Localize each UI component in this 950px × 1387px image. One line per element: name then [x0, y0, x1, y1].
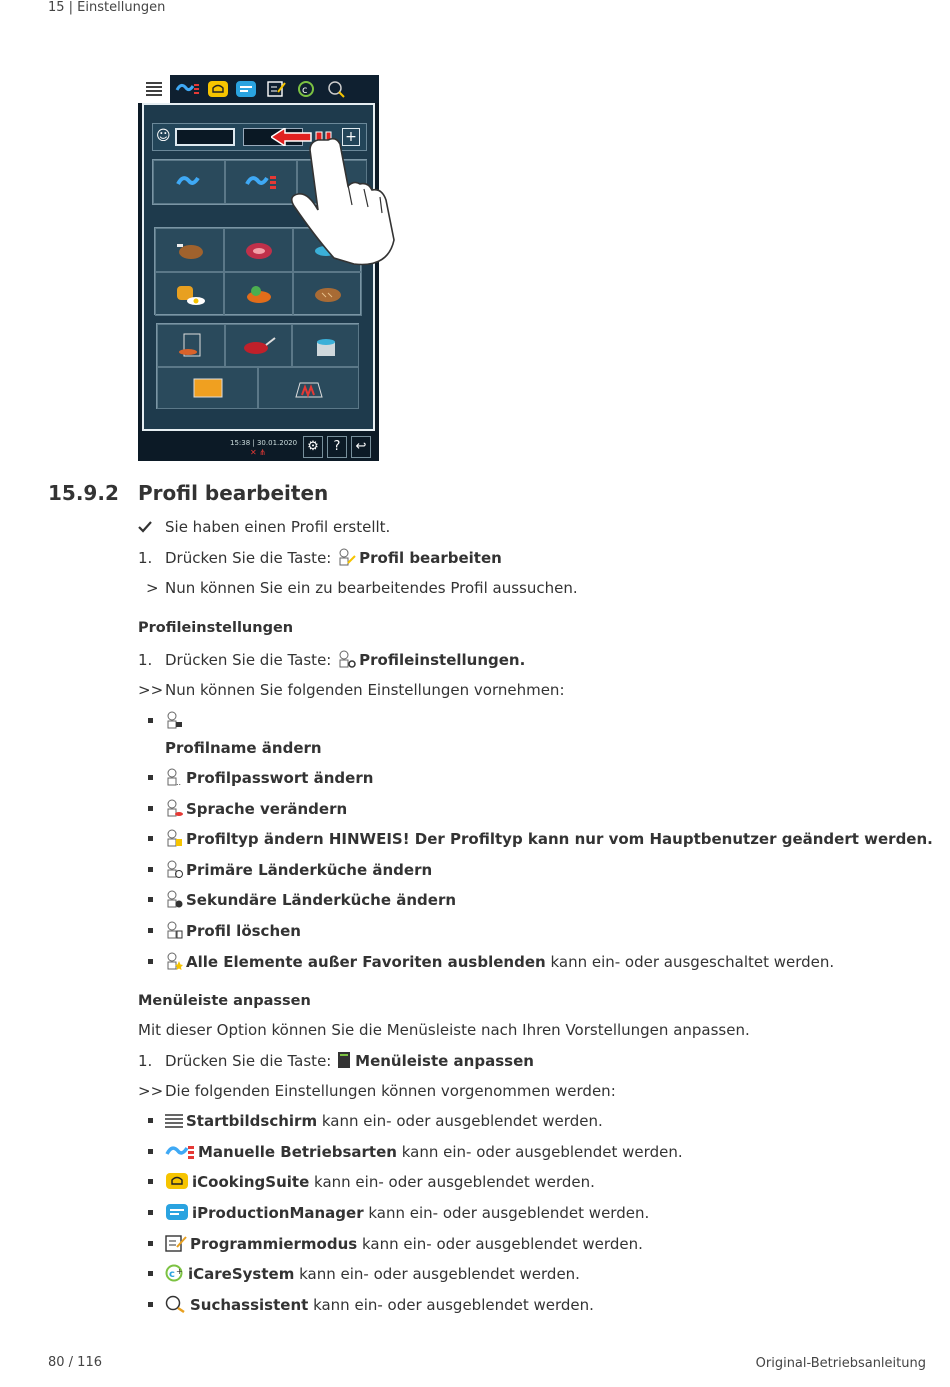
item-label: Manuelle Betriebsarten — [198, 1143, 397, 1161]
step-text: Drücken Sie die Taste: — [165, 651, 332, 669]
intro-text: Mit dieser Option können Sie die Menüsleiste nach Ihren Vorstellungen anpassen. — [138, 1021, 750, 1039]
bullet — [148, 1302, 153, 1307]
functions-grid — [156, 323, 359, 409]
device-tab-bar — [138, 75, 379, 103]
icaresystem-icon — [165, 1264, 185, 1287]
profile-settings-icon — [336, 650, 356, 673]
result-marker: > — [146, 579, 159, 597]
programming-mode-icon — [165, 1234, 187, 1257]
item-label: Sprache verändern — [186, 800, 348, 818]
bullet — [148, 1118, 153, 1123]
section-title: Profil bearbeiten — [138, 481, 329, 505]
menu-bar-intro — [138, 1020, 750, 1040]
favorites-only-icon — [165, 952, 183, 975]
bullet — [148, 775, 153, 780]
item-description: kann ein- oder ausgeschaltet werden. — [545, 953, 835, 971]
bullet — [148, 806, 153, 811]
iproductionmanager-tab-icon — [232, 77, 260, 101]
svg-text:c: c — [302, 85, 308, 96]
bakery-icon[interactable] — [293, 272, 362, 316]
language-icon — [165, 799, 183, 822]
svg-text:..: .. — [176, 778, 182, 786]
icaresystem-tab-icon — [292, 77, 322, 101]
home-screen-icon — [165, 1113, 183, 1134]
document-title: Original-Betriebsanleitung — [755, 1356, 926, 1371]
bullet — [148, 718, 153, 723]
meat-icon[interactable] — [224, 228, 293, 272]
svg-text:+: + — [176, 1267, 183, 1276]
icookingsuite-icon — [165, 1172, 189, 1195]
step-number: 1. — [138, 549, 153, 567]
item-label: iCareSystem — [188, 1265, 295, 1283]
manual-modes-icon — [165, 1144, 195, 1165]
search-assistant-icon — [165, 1295, 187, 1318]
profile-slot-active[interactable] — [175, 128, 235, 146]
bullet — [148, 959, 153, 964]
item-description: kann ein- oder ausgeblendet werden. — [308, 1296, 594, 1314]
profile-settings-heading: Profileinstellungen — [138, 620, 294, 636]
menu-bar-customize-icon — [336, 1051, 352, 1074]
rename-profile-icon — [165, 711, 183, 734]
step-number: 1. — [138, 1052, 153, 1070]
item-label: Profilpasswort ändern — [186, 769, 374, 787]
bullet — [148, 928, 153, 933]
item-label: Profil löschen — [186, 922, 301, 940]
page-header: 15 | Einstellungen — [48, 0, 166, 15]
device-clock: 15:38 | 30.01.2020 — [230, 439, 298, 447]
back-button[interactable]: ↩ — [351, 436, 371, 458]
menu-bar-heading: Menüleiste anpassen — [138, 993, 311, 1009]
step-number: 1. — [138, 651, 153, 669]
item-description: kann ein- oder ausgeblendet werden. — [294, 1265, 580, 1283]
checkmark-icon — [138, 517, 164, 539]
bullet — [148, 1271, 153, 1276]
egg-dishes-icon[interactable] — [155, 272, 224, 316]
item-description: kann ein- oder ausgeblendet werden. — [396, 1143, 683, 1161]
settings-button[interactable]: ⚙ — [303, 436, 323, 458]
step-text: Drücken Sie die Taste: — [165, 549, 332, 567]
home-screen-tab-icon — [138, 75, 170, 103]
result-text: Nun können Sie folgenden Einstellungen vornehmen: — [165, 681, 565, 699]
item-label: Suchassistent — [190, 1296, 309, 1314]
item-label: iCookingSuite — [192, 1173, 310, 1191]
item-label: Sekundäre Länderküche ändern — [186, 891, 457, 909]
chef-profile-icon: ☺ — [156, 128, 171, 144]
result-text: Nun können Sie ein zu bearbeitendes Profil aussuchen. — [165, 579, 578, 597]
search-assistant-tab-icon — [322, 77, 352, 101]
tray-icon[interactable] — [157, 367, 258, 409]
item-label: iProductionManager — [192, 1204, 364, 1222]
page-number: 80 / 116 — [48, 1355, 102, 1370]
icookingsuite-tab-icon — [204, 77, 232, 101]
result-marker: >> — [138, 1082, 164, 1100]
bullet — [148, 867, 153, 872]
side-dishes-icon[interactable] — [224, 272, 293, 316]
bullet — [148, 897, 153, 902]
step-key-label: Profileinstellungen. — [359, 651, 526, 669]
svg-text:c: c — [169, 1269, 175, 1280]
help-button[interactable]: ? — [327, 436, 347, 458]
device-screenshot — [138, 75, 379, 461]
profile-type-icon — [165, 829, 183, 852]
bullet — [148, 1210, 153, 1215]
step-key-label: Profil bearbeiten — [359, 549, 502, 567]
steam-mode-button[interactable] — [153, 160, 225, 204]
hand-gesture-icon — [286, 135, 398, 267]
section-number: 15.9.2 — [48, 481, 119, 505]
item-description: kann ein- oder ausgeblendet werden. — [363, 1204, 650, 1222]
finishing-icon[interactable] — [157, 324, 225, 367]
item-description: kann ein- oder ausgeblendet werden. — [357, 1235, 643, 1253]
bullet — [148, 1149, 153, 1154]
bullet — [148, 836, 153, 841]
bullet — [148, 1179, 153, 1184]
precondition-text: Sie haben einen Profil erstellt. — [165, 518, 391, 536]
result-text: Die folgenden Einstellungen können vorgenommen werden: — [165, 1082, 616, 1100]
item-label: Profilname ändern — [165, 739, 322, 757]
item-label: Alle Elemente außer Favoriten ausblenden — [186, 953, 546, 971]
iproductionmanager-icon — [165, 1203, 189, 1226]
step-key-label: Menüleiste anpassen — [355, 1052, 534, 1070]
network-status-icon: ✕ ⋔ — [250, 448, 266, 457]
profile-password-icon — [165, 768, 183, 791]
result-marker: >> — [138, 681, 164, 699]
item-label: Primäre Länderküche ändern — [186, 861, 433, 879]
add-profile-button[interactable]: + — [342, 128, 360, 146]
programming-mode-tab-icon — [260, 77, 292, 101]
secondary-cuisine-icon — [165, 890, 183, 913]
manual-modes-tab-icon — [170, 77, 204, 101]
item-label: Programmiermodus — [190, 1235, 358, 1253]
step-text: Drücken Sie die Taste: — [165, 1052, 332, 1070]
delete-profile-icon — [165, 921, 183, 944]
grill-icon[interactable] — [258, 367, 359, 409]
device-status-bar — [138, 433, 379, 461]
item-description: kann ein- oder ausgeblendet werden. — [309, 1173, 595, 1191]
primary-cuisine-icon — [165, 860, 183, 883]
edit-profile-icon — [336, 548, 356, 571]
pan-icon[interactable] — [225, 324, 292, 367]
item-label: Startbildschirm — [186, 1112, 318, 1130]
pot-icon[interactable] — [292, 324, 359, 367]
poultry-icon[interactable] — [155, 228, 224, 272]
item-label: Profiltyp ändern HINWEIS! Der Profiltyp kann nur vom Hauptbenutzer geändert werden. — [186, 830, 933, 848]
bullet — [148, 1241, 153, 1246]
item-description: kann ein- oder ausgeblendet werden. — [317, 1112, 603, 1130]
